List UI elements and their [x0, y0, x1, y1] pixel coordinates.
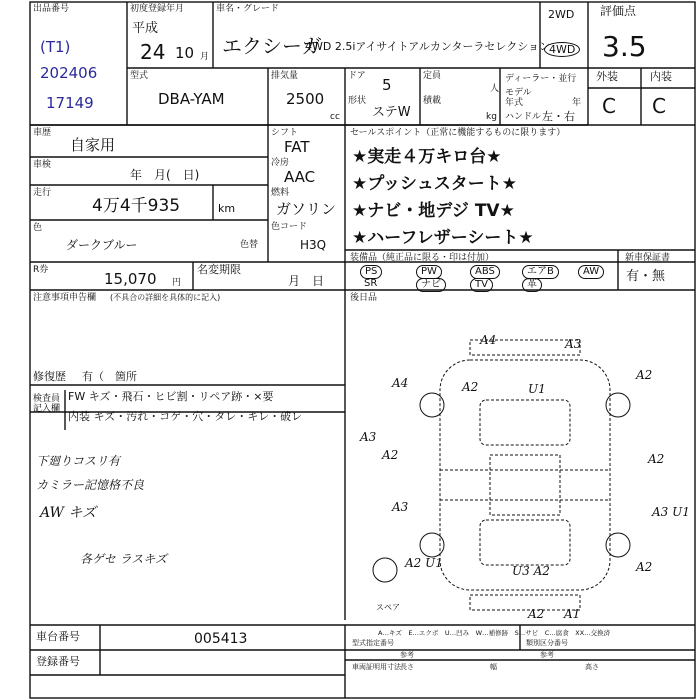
equip-navi: ナビ [416, 278, 446, 292]
capacity-label: 定員 [423, 71, 442, 81]
dims-length: 長さ [400, 663, 414, 671]
notes-label: 注意事項申告欄 [33, 293, 97, 303]
class-ref: 参考 [540, 651, 554, 659]
equip-aw: AW [578, 265, 604, 279]
model-year-label: モデル年式 [505, 88, 532, 108]
inspection: 年 月( 日) [130, 168, 200, 182]
class-label: 類別区分番号 [526, 639, 568, 647]
damage-mark: A4 [480, 333, 497, 347]
equip-ps: PS [360, 265, 382, 279]
score: 3.5 [602, 30, 647, 63]
equipment-label: 装備品（純正品に限る・印は付加） [350, 253, 495, 263]
model-year-unit: 年 [572, 98, 582, 108]
doors: 5 [382, 76, 392, 94]
notes-sub: (不具合の詳細を具体的に記入) [110, 293, 221, 302]
damage-mark: A3 [565, 337, 582, 351]
equip-sr: SR [364, 278, 378, 289]
note-handwritten-2: カミラー記憶格不良 [36, 478, 145, 492]
car-diagram [440, 360, 610, 590]
shift-label: シフト [271, 128, 299, 138]
month-unit: 月 [200, 52, 210, 62]
reg-month: 10 [175, 44, 195, 62]
ac: AAC [284, 168, 316, 186]
damage-mark: A3 [392, 500, 409, 514]
capacity-unit: 人 [490, 84, 500, 94]
lot-label: 出品番号 [33, 4, 70, 14]
displacement: 2500 [286, 90, 325, 108]
inspection-label: 車検 [33, 160, 52, 170]
note-handwritten-4: 各ゲセ ラスキズ [80, 552, 167, 566]
inspector-line-2: 内装 キズ・汚れ・コゲ・穴・タレ・キレ・破レ [68, 410, 303, 423]
equip-pw: PW [416, 265, 442, 279]
load-label: 積載 [423, 96, 442, 106]
inspector-line-1: FW キズ・飛石・ヒビ割・リペア跡・×要 [68, 390, 274, 403]
mileage-label: 走行 [33, 188, 52, 198]
ac-label: 冷房 [271, 158, 290, 168]
dealer-label: ディーラー・並行 [505, 74, 577, 84]
type-ref: 参考 [400, 651, 414, 659]
damage-mark: A3 U1 [652, 505, 690, 519]
lot-date: 202406 [40, 64, 98, 82]
name-label: 車名・グレード [216, 4, 280, 14]
frame-number: 005413 [194, 631, 248, 647]
damage-mark: A2 [636, 368, 653, 382]
reg-year: 24 [140, 40, 166, 64]
ext-grade: C [602, 94, 616, 118]
damage-mark: A2 [528, 607, 545, 621]
damage-mark: A2 [648, 452, 665, 466]
frame-label: 車台番号 [36, 630, 80, 643]
name-change-label: 名変期限 [197, 263, 241, 276]
color: ダークブルー [66, 238, 138, 252]
usage-label: 車歴 [33, 128, 52, 138]
equip-abs: ABS [470, 265, 500, 279]
sales-points [352, 144, 534, 252]
damage-mark: A2 [382, 448, 399, 462]
spare-label: スペア [376, 603, 400, 612]
era: 平成 [132, 21, 159, 36]
ext-label: 外装 [596, 70, 618, 83]
damage-mark: A2 U1 [405, 556, 443, 570]
score-label: 評価点 [600, 4, 637, 18]
equip-leather: 革 [522, 278, 542, 292]
recycle-label: R券 [33, 265, 49, 275]
damage-mark: U3 A2 [512, 564, 550, 578]
repair-value: 有（ 箇所 [82, 370, 137, 383]
name-change: 月 日 [288, 274, 325, 288]
rear-label: 後日品 [350, 293, 378, 303]
color-code: H3Q [300, 238, 327, 252]
body: ステW [372, 105, 411, 120]
model-label: 型式 [130, 71, 149, 81]
color-label: 色 [33, 223, 43, 233]
shift: FAT [284, 138, 310, 156]
equip-airbag: エアB [522, 265, 559, 279]
handle-label: ハンドル [505, 112, 542, 122]
body-label: 形状 [348, 96, 367, 106]
damage-mark: A2 [462, 380, 479, 394]
fuel: ガソリン [276, 200, 337, 218]
dims-height: 高さ [585, 663, 599, 671]
lot-number: 17149 [46, 94, 94, 112]
mileage: 4万4千935 [92, 196, 181, 216]
points-label: セールスポイント（正常に機能するものに限ります） [350, 128, 566, 138]
grade: 4WD 2.5iアイサイトアルカンターラセレクション [305, 40, 550, 53]
lot-code: (T1) [40, 38, 71, 56]
inspector-label: 検査員記入欄 [33, 394, 61, 414]
dims-label: 車両証明用寸法 [352, 663, 401, 671]
sales-point: ★プッシュスタート★ [352, 174, 517, 194]
doors-label: ドア [348, 71, 366, 81]
load-unit: kg [486, 112, 497, 122]
km-unit: km [218, 202, 236, 215]
warranty: 有・無 [626, 269, 666, 284]
equip-tv: TV [470, 278, 493, 292]
color-no-label: 色替 [240, 240, 259, 250]
dims-width: 幅 [490, 663, 497, 671]
warranty-label: 新車保証書 [625, 253, 671, 263]
usage: 自家用 [70, 136, 116, 154]
color-code-label: 色コード [271, 222, 308, 232]
recycle-unit: 円 [172, 278, 182, 288]
car-name: エクシーガ [222, 34, 322, 58]
cc-unit: cc [330, 112, 340, 122]
first-reg-label: 初度登録年月 [130, 4, 185, 14]
damage-legend: A…キズ E…エクボ U…凹み W…補修跡 S…サビ C…腐食 XX…交換済 [378, 629, 611, 637]
damage-mark: A3 [360, 430, 377, 444]
damage-mark: A2 [636, 560, 653, 574]
damage-mark: A1 [564, 607, 581, 621]
sales-point: ★実走４万キロ台★ [352, 147, 502, 167]
model: DBA-YAM [158, 90, 225, 108]
int-grade: C [652, 94, 666, 118]
damage-mark: U1 [528, 382, 546, 396]
sales-point: ★ナビ・地デジ TV★ [352, 201, 515, 221]
recycle-value: 15,070 [104, 270, 157, 288]
handle-value: 左・右 [542, 110, 575, 123]
damage-mark: A4 [392, 376, 409, 390]
fuel-label: 燃料 [271, 188, 290, 198]
note-handwritten-1: 下廻りコスリ有 [36, 454, 121, 468]
int-label: 内装 [650, 70, 672, 83]
drive-2wd: 2WD [548, 8, 575, 21]
type-label: 型式指定番号 [352, 639, 394, 647]
drive-4wd: 4WD [544, 42, 580, 57]
repair-label: 修復歴 [33, 370, 66, 383]
note-handwritten-3: AW キズ [40, 505, 97, 521]
reg-label: 登録番号 [36, 655, 80, 668]
displacement-label: 排気量 [271, 71, 299, 81]
sales-point: ★ハーフレザーシート★ [352, 228, 534, 248]
